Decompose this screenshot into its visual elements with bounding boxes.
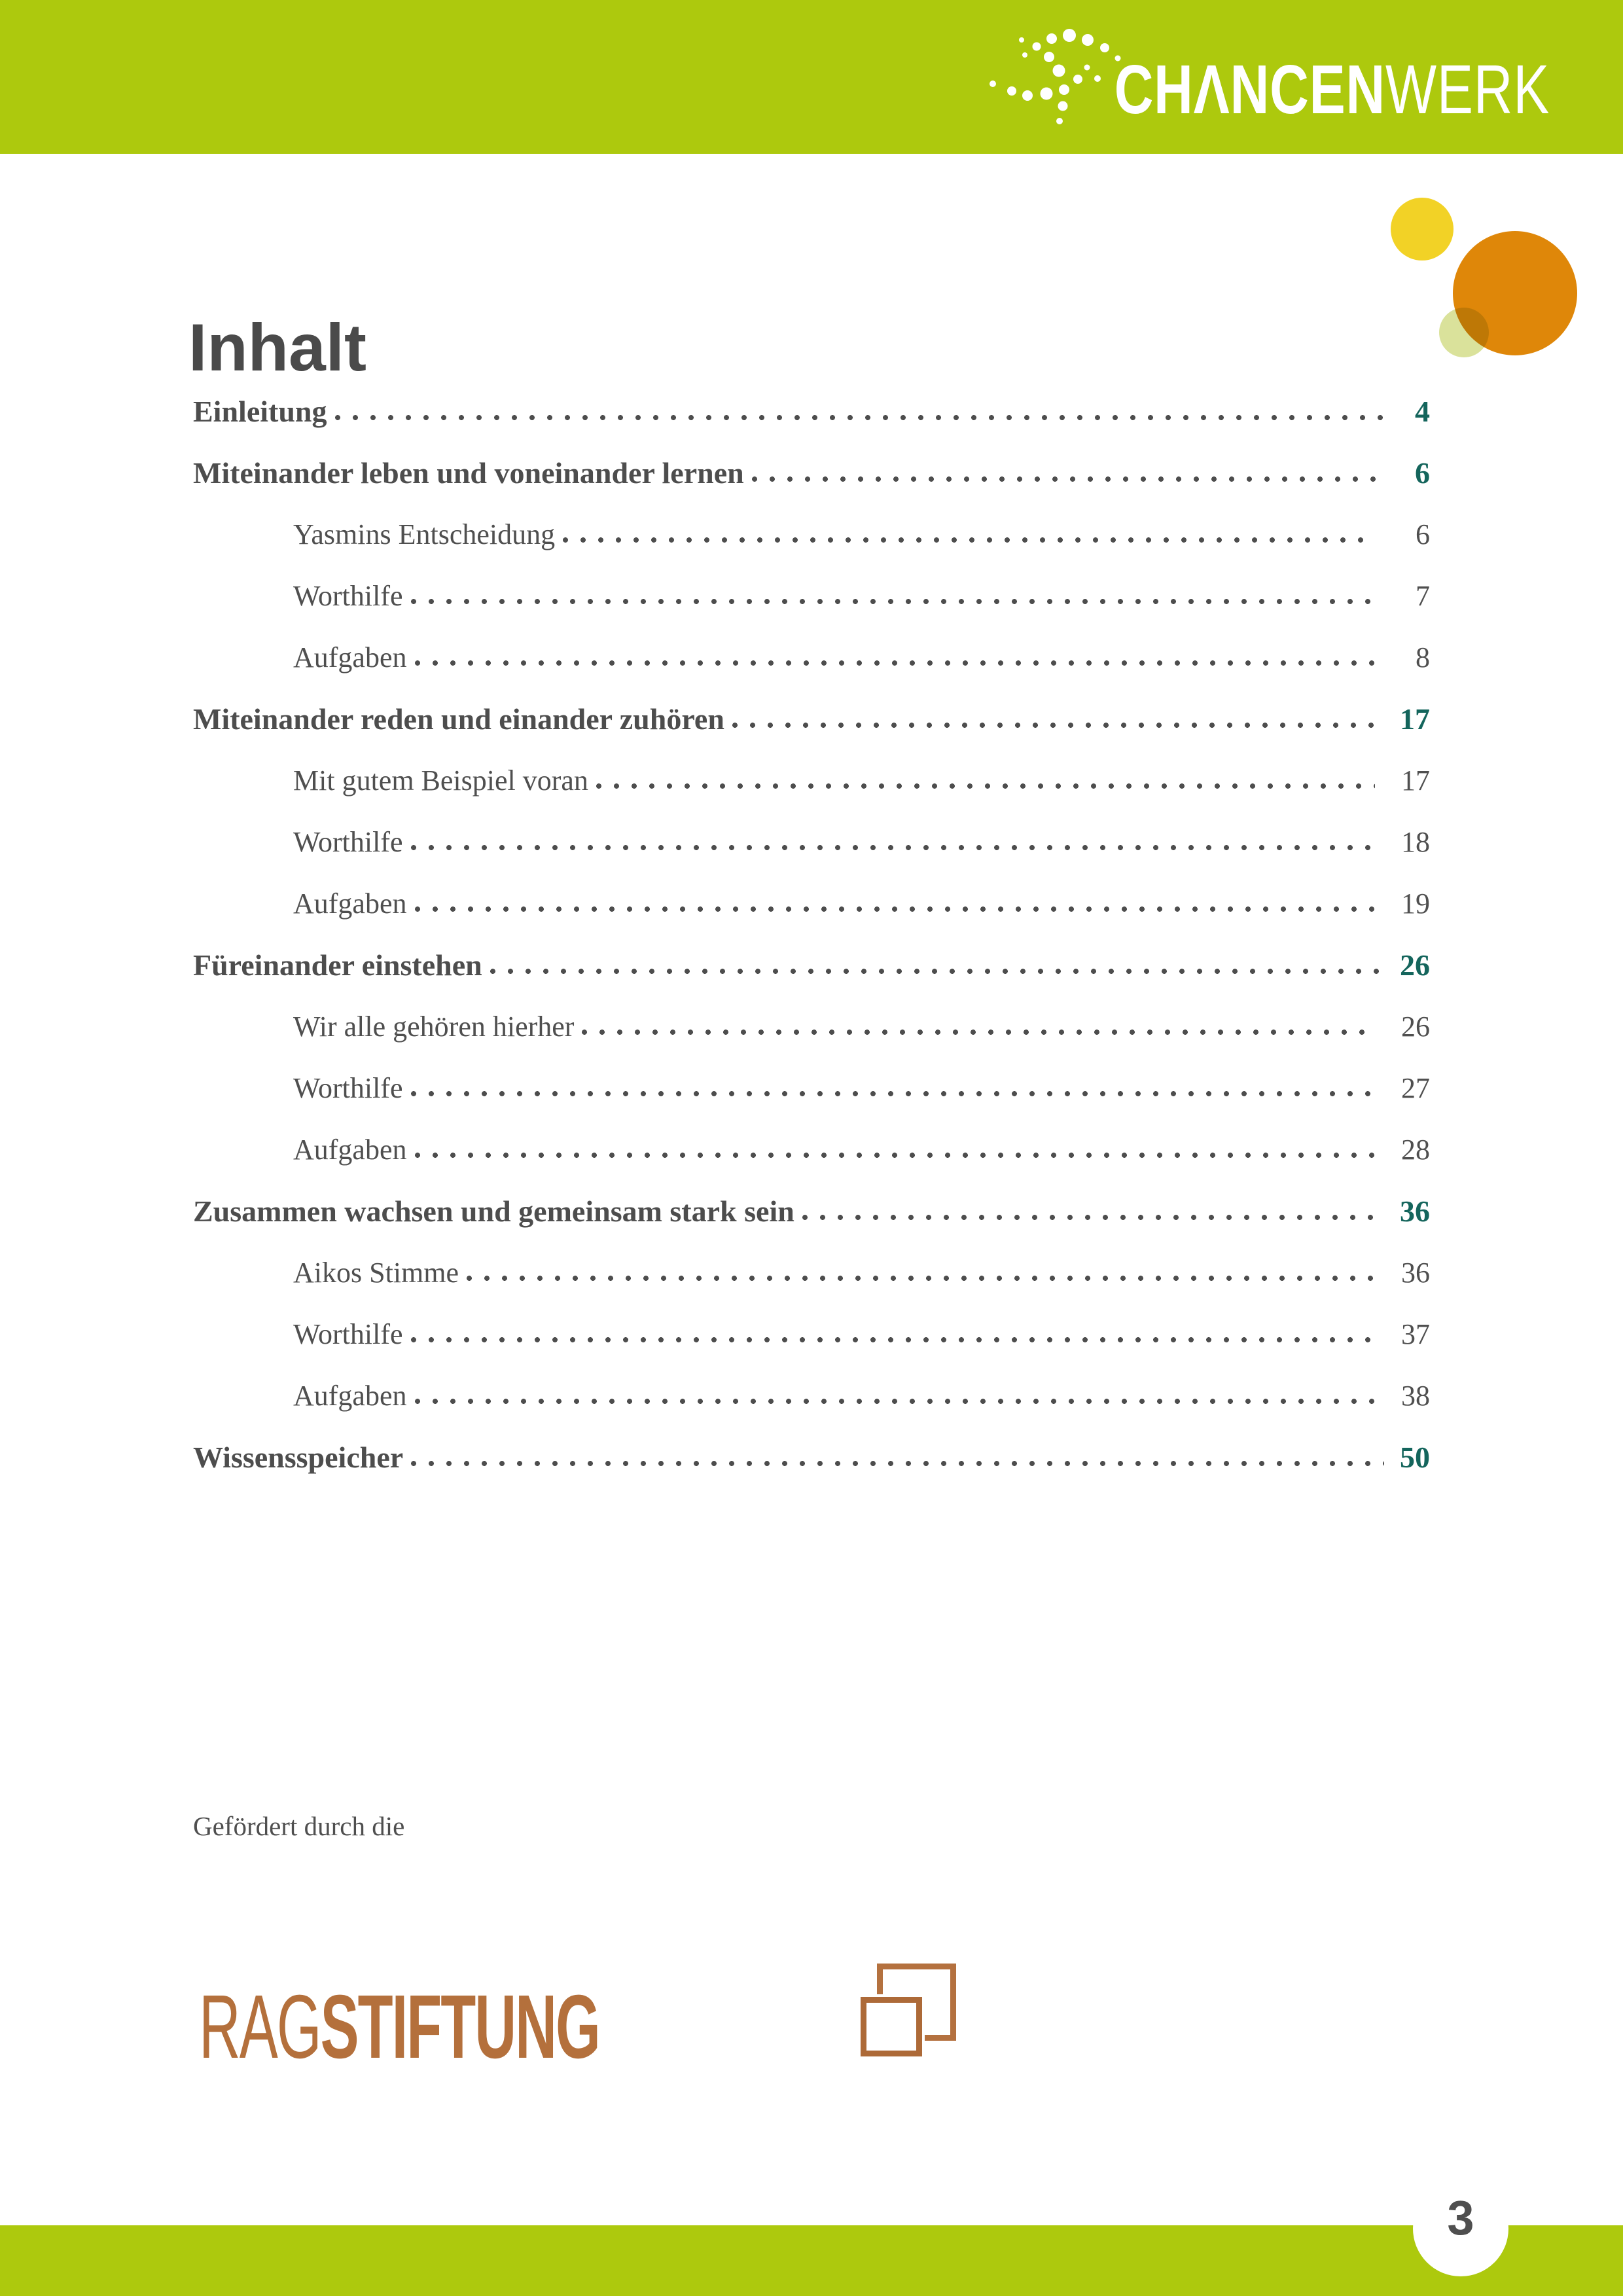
toc-entry-label[interactable]: Aikos Stimme [293,1257,459,1289]
brand-wordmark-bold: CHΛNCEN [1114,51,1385,128]
toc-entry-page-number[interactable]: 7 [1416,580,1430,612]
funding-note: Gefördert durch die [193,1811,405,1841]
toc-dot-leader [411,1460,1384,1466]
toc-entry-page-number[interactable]: 17 [1400,702,1430,736]
toc-entry-label[interactable]: Füreinander einstehen [193,948,482,982]
footer-bar [0,2225,1623,2296]
rag-stiftung-logo [199,1931,993,2077]
toc-entry[interactable] [193,1242,1430,1304]
toc-entry-label[interactable]: Worthilfe [293,826,403,858]
toc-dot-leader [335,414,1384,420]
toc-entry-label[interactable]: Worthilfe [293,1318,403,1350]
toc-entry-label[interactable]: Wissensspeicher [193,1441,404,1474]
brand-wordmark-light: WERK [1385,51,1550,128]
toc-entry-page-number[interactable]: 37 [1401,1318,1430,1350]
toc-dot-leader [415,1152,1376,1158]
toc-entry-label[interactable]: Yasmins Entscheidung [293,518,556,550]
toc-entry-page-number[interactable]: 38 [1401,1380,1430,1412]
toc-dot-leader [411,598,1375,604]
toc-dot-leader [415,906,1376,912]
toc-entry-page-number[interactable]: 28 [1401,1134,1430,1166]
footer-page-number: 3 [1447,2191,1474,2245]
toc-entry[interactable] [193,442,1430,504]
toc-dot-leader [411,844,1375,850]
toc-entry-page-number[interactable]: 19 [1401,888,1430,920]
toc-entry[interactable] [193,750,1430,812]
toc-entry[interactable] [193,996,1430,1058]
toc-entry[interactable] [193,873,1430,935]
toc-entry-page-number[interactable]: 50 [1400,1441,1430,1474]
page-title: Inhalt [188,310,366,386]
rag-squares-icon [852,1931,993,2062]
toc-entry[interactable] [193,1304,1430,1365]
toc-entry-label[interactable]: Einleitung [193,395,327,428]
toc-dot-leader [415,660,1376,666]
toc-entry[interactable] [193,1427,1430,1488]
toc-entry-page-number[interactable]: 8 [1416,641,1430,673]
toc-dot-leader [802,1214,1384,1220]
toc-entry-label[interactable]: Aufgaben [293,1134,407,1166]
toc-dot-leader [467,1275,1375,1281]
toc-entry[interactable] [193,1181,1430,1242]
toc-entry[interactable] [193,1058,1430,1119]
header-bar [0,0,1623,154]
toc-entry-page-number[interactable]: 36 [1400,1194,1430,1228]
toc-dot-leader [411,1336,1375,1342]
toc-entry[interactable] [193,627,1430,689]
toc-dot-leader [415,1398,1376,1404]
toc-entry[interactable] [193,935,1430,996]
toc-entry-page-number[interactable]: 27 [1401,1072,1430,1104]
toc-entry-label[interactable]: Mit gutem Beispiel voran [293,764,588,797]
toc-entry[interactable] [193,504,1430,565]
toc-entry[interactable] [193,1365,1430,1427]
toc-dot-leader [732,722,1384,728]
toc-entry-page-number[interactable]: 26 [1401,1011,1430,1043]
toc-dot-leader [752,476,1384,482]
dot-swirl-icon [982,12,1132,137]
toc-entry-label[interactable]: Aufgaben [293,1380,407,1412]
toc-entry[interactable] [193,689,1430,750]
toc-dot-leader [582,1029,1375,1035]
toc-dot-leader [411,1090,1375,1096]
toc-entry[interactable] [193,812,1430,873]
toc-entry[interactable] [193,381,1430,442]
toc-entry-page-number[interactable]: 36 [1401,1257,1430,1289]
toc-entry-page-number[interactable]: 4 [1415,395,1430,428]
brand-wordmark [1114,51,1550,128]
toc-entry-label[interactable]: Aufgaben [293,888,407,920]
deco-circle-lightgreen [1439,308,1489,357]
rag-wordmark-light: RAG [199,1977,321,2077]
toc-entry-label[interactable]: Wir alle gehören hierher [293,1011,575,1043]
toc-entry-label[interactable]: Aufgaben [293,641,407,673]
toc-entry[interactable] [193,565,1430,627]
toc-dot-leader [563,537,1375,543]
toc-entry-page-number[interactable]: 18 [1401,826,1430,858]
deco-circle-yellow [1391,198,1454,260]
toc-entry-page-number[interactable]: 6 [1416,518,1430,550]
toc-entry[interactable] [193,1119,1430,1181]
table-of-contents [193,381,1430,1488]
toc-entry-page-number[interactable]: 26 [1400,948,1430,982]
rag-wordmark-bold: STIFTUNG [320,1977,599,2077]
toc-dot-leader [490,968,1384,974]
rag-square-white [861,1997,922,2056]
toc-entry-label[interactable]: Miteinander reden und einander zuhören [193,702,724,736]
toc-entry-label[interactable]: Miteinander leben und voneinander lernen [193,456,744,490]
toc-entry-page-number[interactable]: 17 [1401,764,1430,797]
toc-entry-label[interactable]: Zusammen wachsen und gemeinsam stark sein [193,1194,794,1228]
rag-stiftung-wordmark [199,1977,599,2077]
toc-entry-label[interactable]: Worthilfe [293,580,403,612]
toc-entry-label[interactable]: Worthilfe [293,1072,403,1104]
toc-entry-page-number[interactable]: 6 [1415,456,1430,490]
toc-dot-leader [596,783,1375,789]
